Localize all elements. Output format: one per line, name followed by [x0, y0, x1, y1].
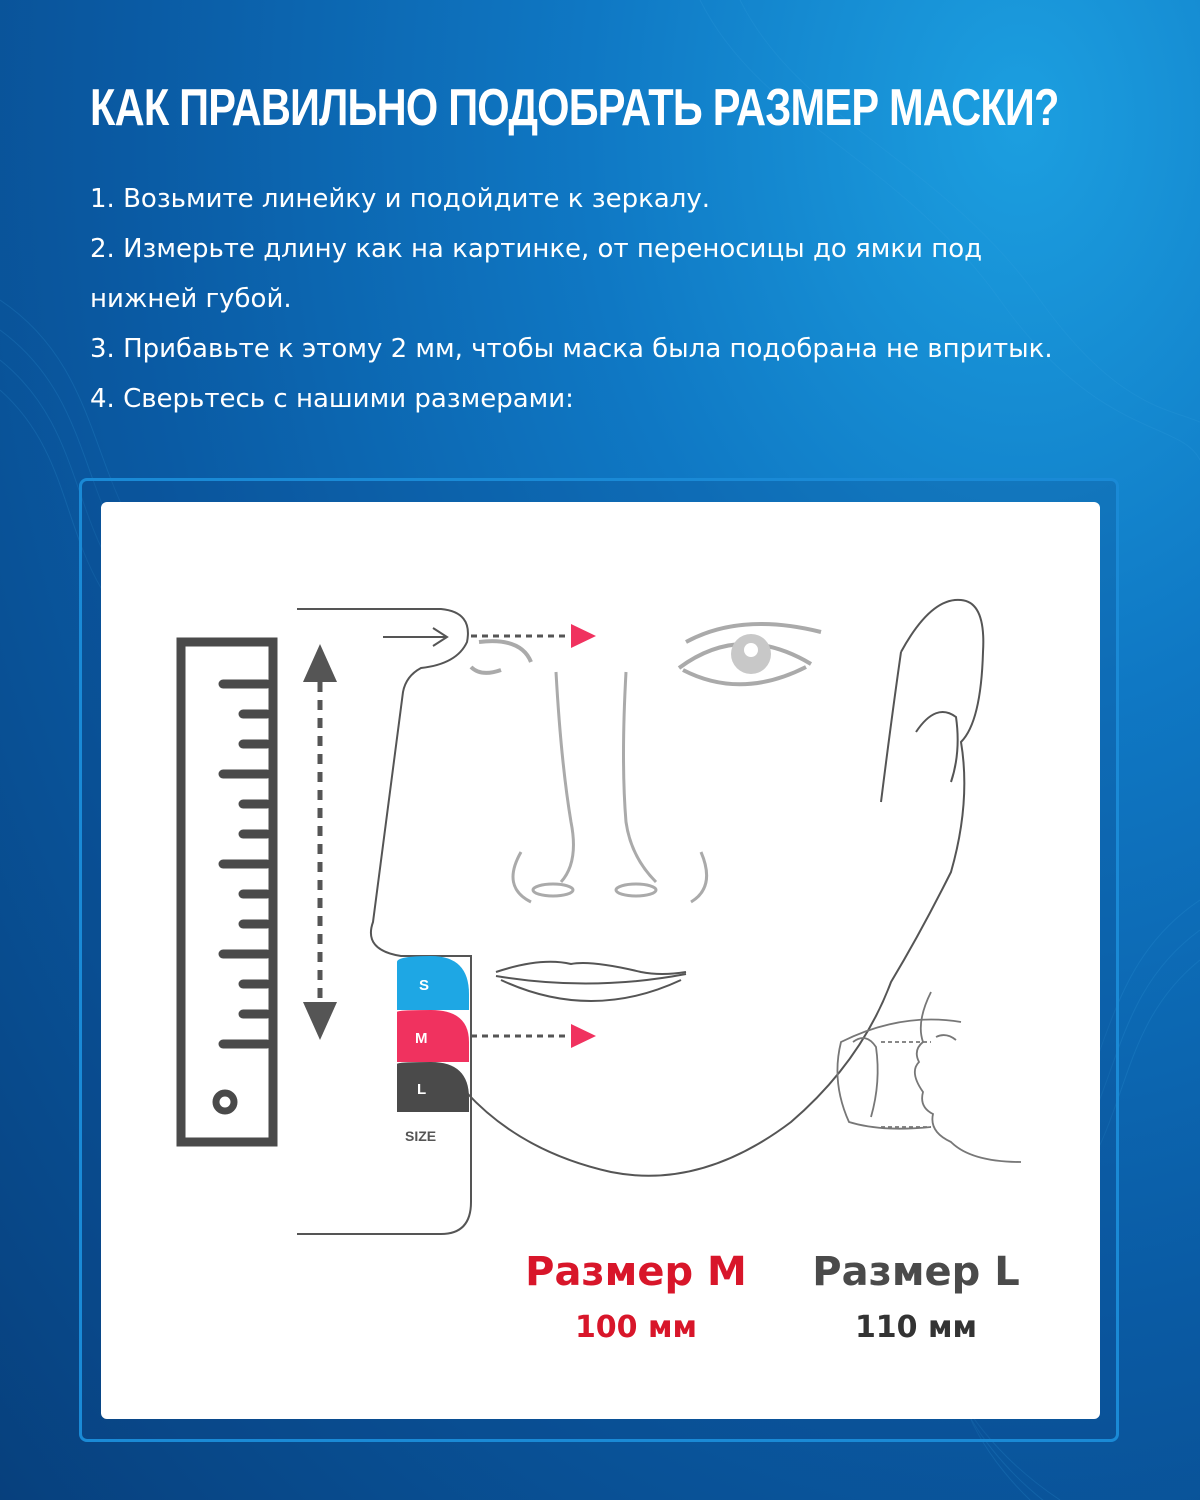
- result-size-m: [521, 1248, 751, 1348]
- result-size-l-value: 110 мм: [854, 1310, 978, 1345]
- step-1: 1. Возьмите линейку и подойдите к зеркалу.: [90, 184, 710, 214]
- nose-icon: [513, 672, 707, 902]
- ruler-icon: [181, 642, 273, 1142]
- size-tab-s-label: S: [419, 977, 430, 994]
- step-2-continued: нижней губой.: [90, 284, 292, 314]
- size-tab-s: [397, 956, 469, 1010]
- size-caption: SIZE: [405, 1128, 437, 1144]
- result-size-m-name: Размер M: [525, 1249, 747, 1295]
- profile-mask-icon: [837, 992, 1021, 1162]
- step-4: 4. Сверьтесь с нашими размерами:: [90, 384, 574, 414]
- result-size-m-value: 100 мм: [574, 1310, 698, 1345]
- page-title: КАК ПРАВИЛЬНО ПОДОБРАТЬ РАЗМЕР МАСКИ?: [90, 79, 1059, 137]
- result-size-l-name: Размер L: [812, 1249, 1020, 1295]
- lips-icon: [496, 962, 686, 1001]
- size-tab-m: [397, 1010, 469, 1062]
- size-tab-m-label: M: [415, 1030, 428, 1047]
- bottom-pointer-arrow-icon: [471, 1024, 596, 1048]
- result-size-l: [806, 1248, 1026, 1348]
- size-tab-l-label: L: [417, 1081, 427, 1098]
- diagram-panel: [101, 502, 1100, 1419]
- top-pointer-arrow-icon: [471, 624, 596, 648]
- step-3: 3. Прибавьте к этому 2 мм, чтобы маска была подобрана не впритык.: [90, 334, 1053, 364]
- measurement-arrow-icon: [303, 644, 337, 1040]
- step-2: 2. Измерьте длину как на картинке, от переносицы до ямки под: [90, 234, 983, 264]
- instruction-steps: [90, 174, 1170, 424]
- size-tab-l: [397, 1062, 469, 1112]
